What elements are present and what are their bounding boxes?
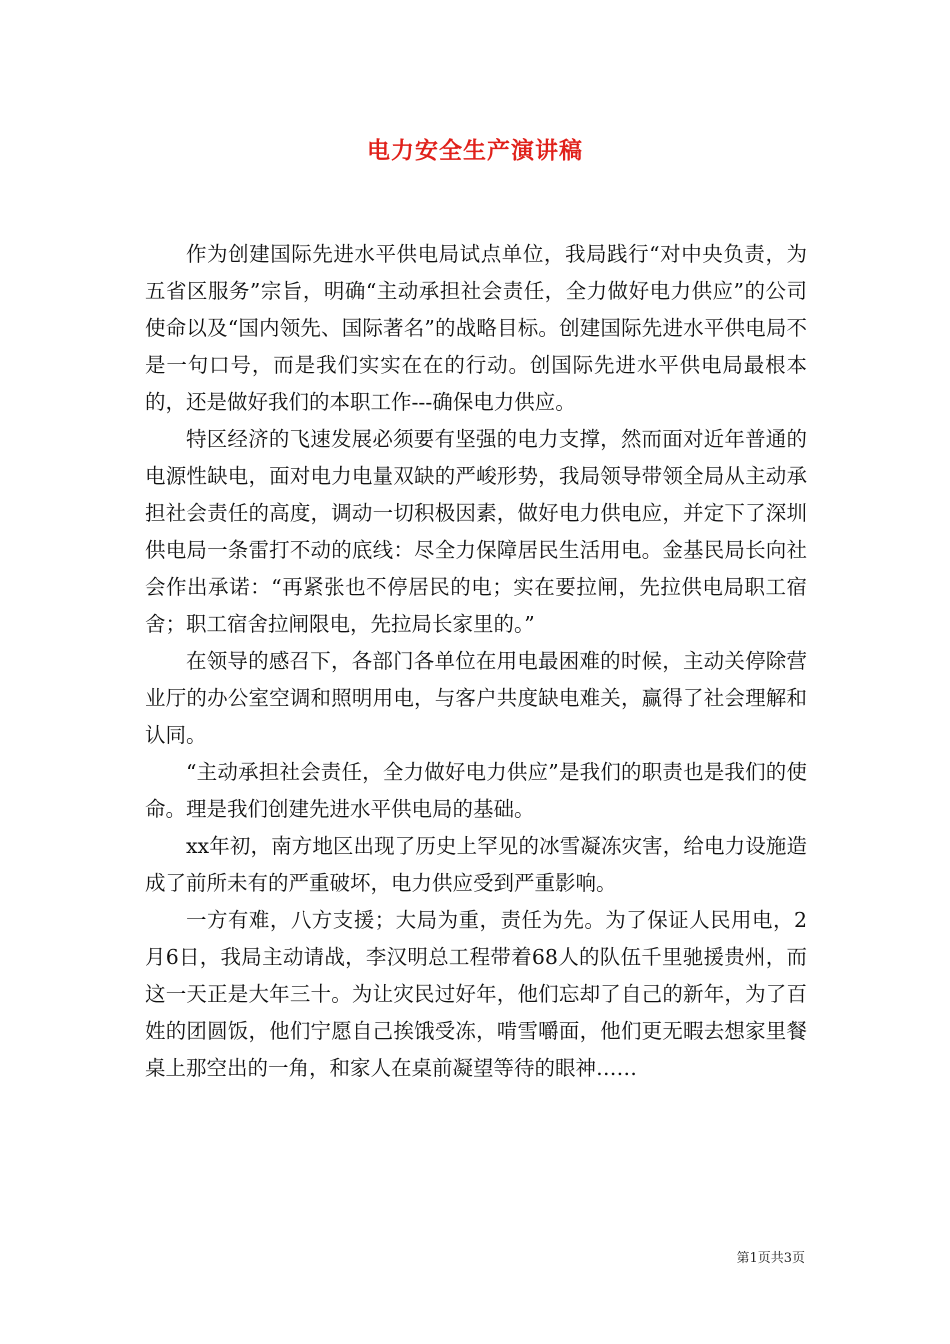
document-title: 电力安全生产演讲稿	[367, 137, 583, 164]
paragraph-5: xx年初，南方地区出现了历史上罕见的冰雪凝冻灾害，给电力设施造成了前所未有的严重破坏，电力供应受到严重影响。	[145, 834, 807, 895]
paragraph-3: 在领导的感召下，各部门各单位在用电最困难的时候，主动关停除营业厅的办公室空调和照明用电，与客户共度缺电难关，赢得了社会理解和认同。	[145, 649, 807, 747]
document-body	[145, 236, 807, 1087]
paragraph-4: “主动承担社会责任，全力做好电力供应”是我们的职责也是我们的使命。理是我们创建先进水平供电局的基础。	[145, 760, 807, 821]
page-number-footer: 第1页共3页	[736, 1251, 805, 1266]
paragraph-6: 一方有难，八方支援；大局为重，责任为先。为了保证人民用电，2月6日，我局主动请战，李汉明总工程带着68人的队伍千里驰援贵州，而这一天正是大年三十。为让灾民过好年，他们忘却了自己的新年，为了百姓的团圆饭，他们宁愿自己挨饿受冻，啃雪嚼面，他们更无暇去想家里餐桌上那空出的一角，和家人在桌前凝望等待的眼神……	[145, 908, 807, 1080]
paragraph-1: 作为创建国际先进水平供电局试点单位，我局践行“对中央负责，为五省区服务”宗旨，明确“主动承担社会责任，全力做好电力供应”的公司使命以及“国内领先、国际著名”的战略目标。创建国际先进水平供电局不是一句口号，而是我们实实在在的行动。创国际先进水平供电局最根本的，还是做好我们的本职工作---确保电力供应。	[145, 242, 807, 414]
paragraph-2: 特区经济的飞速发展必须要有坚强的电力支撑，然而面对近年普通的电源性缺电，面对电力电量双缺的严峻形势，我局领导带领全局从主动承担社会责任的高度，调动一切积极因素，做好电力供电应，并定下了深圳供电局一条雷打不动的底线：尽全力保障居民生活用电。金基民局长向社会作出承诺：“再紧张也不停居民的电；实在要拉闸，先拉供电局职工宿舍；职工宿舍拉闸限电，先拉局长家里的。”	[145, 427, 807, 636]
